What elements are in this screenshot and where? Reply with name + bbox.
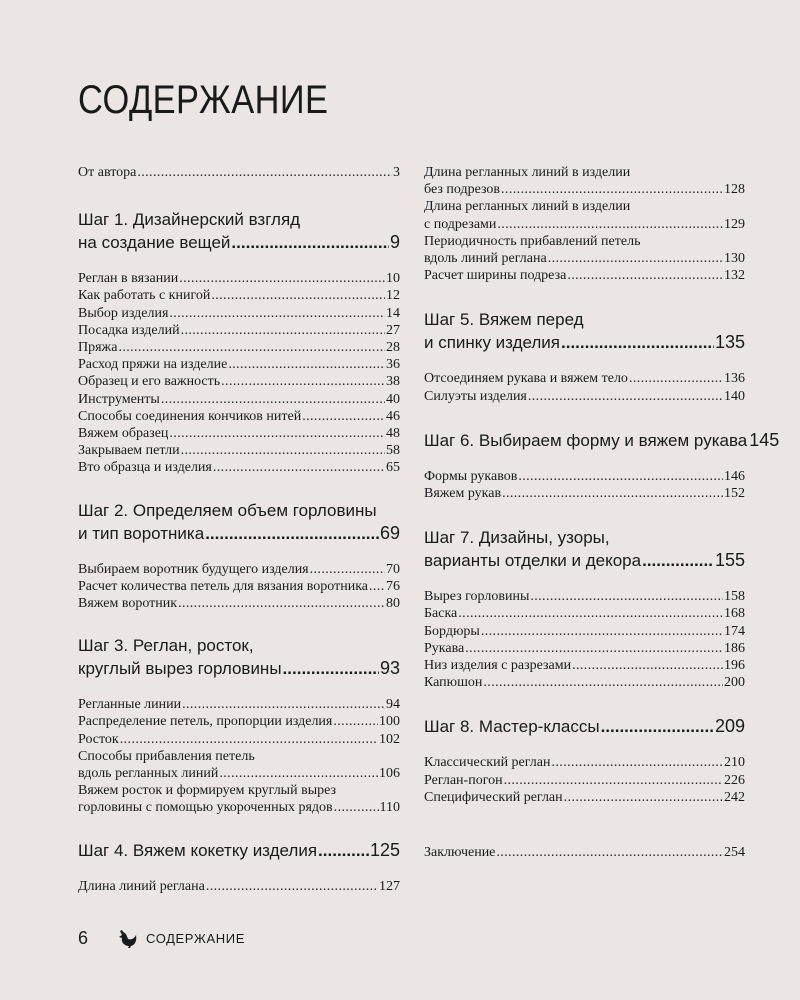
- chapter-title: Шаг 3. Реглан, росток,: [78, 636, 254, 656]
- chapter-page: 155: [714, 550, 745, 571]
- toc-entry[interactable]: [78, 561, 400, 578]
- toc-entry-page: 100: [379, 714, 400, 730]
- chapter-step-5[interactable]: [424, 308, 745, 354]
- toc-entry-page: 36: [386, 357, 400, 373]
- toc-right-column: [424, 164, 780, 861]
- toc-entry-page: 200: [724, 675, 745, 691]
- dot-leader: [302, 408, 385, 425]
- toc-entry-multiline[interactable]: [424, 198, 745, 232]
- chapter-title-cont: и тип воротника: [78, 523, 205, 543]
- chapter-page: 69: [379, 522, 400, 543]
- toc-entry-page: 130: [724, 251, 745, 267]
- toc-entry[interactable]: [424, 485, 745, 502]
- toc-entry-conclusion[interactable]: [424, 844, 745, 861]
- toc-entry-label: Периодичность прибавлений петель: [424, 233, 641, 249]
- dot-leader: [369, 578, 385, 595]
- chapter-title: Шаг 2. Определяем объем горловины: [78, 500, 377, 520]
- dot-leader: [334, 799, 379, 816]
- toc-entry-multiline[interactable]: [78, 748, 400, 782]
- toc-entry-label: Расход пряжи на изделие: [78, 357, 228, 373]
- toc-entry-label: Силуэты изделия: [424, 388, 527, 404]
- toc-entry[interactable]: [78, 878, 400, 895]
- dot-leader: [181, 322, 385, 339]
- toc-entry[interactable]: [78, 322, 400, 339]
- dot-leader: [504, 772, 723, 789]
- toc-entry-page: 186: [724, 640, 745, 656]
- dot-leader: [161, 391, 385, 408]
- toc-entry-label: Образец и его важность: [78, 374, 221, 390]
- dot-leader: [497, 216, 723, 233]
- toc-entry-label: Специфический реглан: [424, 789, 563, 805]
- toc-entry-label: Инструменты: [78, 391, 160, 407]
- chapter-page: 145: [749, 429, 780, 450]
- toc-entry-page: 132: [724, 268, 745, 284]
- footer-section-label: СОДЕРЖАНИЕ: [146, 931, 246, 946]
- toc-entry-page: 210: [724, 755, 745, 771]
- chapter-step-4-items: [78, 878, 400, 895]
- toc-entry[interactable]: [78, 164, 400, 181]
- dot-leader: [518, 468, 723, 485]
- toc-entry[interactable]: [424, 657, 745, 674]
- dot-leader: [642, 549, 714, 572]
- dot-leader: [231, 231, 389, 254]
- dot-leader: [219, 765, 378, 782]
- chapter-page: 9: [389, 232, 400, 253]
- toc-entry-page: 80: [386, 596, 400, 612]
- toc-entry[interactable]: [424, 388, 745, 405]
- toc-entry-label: Вяжем воротник: [78, 596, 178, 612]
- chapter-title: Шаг 6. Выбираем форму и вяжем рукава: [424, 430, 748, 450]
- chapter-title-cont: и спинку изделия: [424, 333, 561, 353]
- dot-leader: [502, 485, 723, 502]
- toc-entry[interactable]: [424, 605, 745, 622]
- dot-leader: [211, 287, 385, 304]
- page-title: СОДЕРЖАНИЕ: [78, 78, 329, 122]
- toc-entry-label: Вто образца и изделия: [78, 460, 212, 476]
- toc-entry-page: 168: [724, 606, 745, 622]
- chapter-title: Шаг 7. Дизайны, узоры,: [424, 528, 610, 548]
- dot-leader: [483, 674, 723, 691]
- chapter-step-5-items: [424, 370, 745, 404]
- dot-leader: [221, 373, 385, 390]
- dot-leader: [458, 605, 723, 622]
- dot-leader: [182, 696, 385, 713]
- dot-leader: [206, 878, 378, 895]
- toc-entry-page: 242: [724, 789, 745, 805]
- dot-leader: [601, 715, 714, 738]
- chapter-step-3-multiline-items: [78, 748, 400, 817]
- toc-entry[interactable]: [78, 459, 400, 476]
- dot-leader: [205, 522, 379, 545]
- toc-entry-label-cont: вдоль регланных линий: [78, 766, 219, 782]
- toc-entry-label: Посадка изделий: [78, 322, 180, 338]
- toc-entry[interactable]: [424, 754, 745, 771]
- toc-entry-page: 128: [724, 182, 745, 198]
- chapter-step-1[interactable]: [78, 208, 400, 254]
- toc-entry-label: Отсоединяем рукава и вяжем тело: [424, 371, 628, 387]
- dot-leader: [169, 305, 385, 322]
- toc-entry-label: Рукава: [424, 640, 465, 656]
- toc-entry-label: Баска: [424, 606, 458, 622]
- dot-leader: [181, 442, 385, 459]
- toc-entry[interactable]: [78, 595, 400, 612]
- toc-entry-label-cont: с подрезами: [424, 216, 497, 232]
- toc-entry-label: Вяжем росток и формируем круглый вырез: [78, 783, 337, 799]
- toc-entry-label-cont: без подрезов: [424, 182, 501, 198]
- toc-entry-multiline[interactable]: [78, 782, 400, 816]
- dot-leader: [179, 270, 385, 287]
- toc-entry-label: Расчет ширины подреза: [424, 268, 567, 284]
- dot-leader: [530, 588, 723, 605]
- toc-entry-label: Длина линий реглана: [78, 878, 205, 894]
- chapter-step-2-items: [78, 561, 400, 613]
- toc-entry-page: 65: [386, 460, 400, 476]
- chapter-page: 93: [379, 658, 400, 679]
- toc-entry[interactable]: [78, 442, 400, 459]
- toc-entry-page: 158: [724, 589, 745, 605]
- chapter-step-8[interactable]: [424, 715, 745, 738]
- dot-leader: [120, 731, 378, 748]
- chapter-page: 125: [369, 839, 400, 860]
- toc-entry-page: 38: [386, 374, 400, 390]
- toc-entry-multiline[interactable]: [424, 164, 745, 198]
- toc-entry-label: Бордюры: [424, 623, 480, 639]
- dot-leader: [564, 789, 723, 806]
- dot-leader: [137, 164, 392, 181]
- toc-entry[interactable]: [424, 588, 745, 605]
- chapter-title: Шаг 4. Вяжем кокетку изделия: [78, 840, 318, 860]
- toc-entry-page: 14: [386, 305, 400, 321]
- dot-leader: [548, 250, 723, 267]
- toc-entry[interactable]: [424, 623, 745, 640]
- toc-entry-page: 140: [724, 388, 745, 404]
- toc-entry[interactable]: [78, 425, 400, 442]
- toc-entry-label: Выбираем воротник будущего изделия: [78, 561, 309, 577]
- toc-entry[interactable]: [424, 789, 745, 806]
- hen-icon: [116, 929, 138, 949]
- dot-leader: [465, 640, 723, 657]
- toc-entry-page: 196: [724, 658, 745, 674]
- chapter-step-3[interactable]: [78, 634, 400, 680]
- toc-entry-label: Вяжем образец: [78, 426, 169, 442]
- toc-entry-label: Длина регланных линий в изделии: [424, 165, 631, 180]
- toc-entry[interactable]: [424, 370, 745, 387]
- dot-leader: [118, 339, 385, 356]
- toc-entry[interactable]: [78, 373, 400, 390]
- chapter-step-2[interactable]: [78, 499, 400, 545]
- dot-leader: [561, 331, 714, 354]
- chapter-title-cont: круглый вырез горловины: [78, 659, 282, 679]
- toc-entry[interactable]: [78, 578, 400, 595]
- chapter-title: Шаг 1. Дизайнерский взгляд: [78, 210, 301, 230]
- toc-entry[interactable]: [424, 267, 745, 284]
- toc-entry[interactable]: [78, 339, 400, 356]
- toc-entry-page: 70: [386, 561, 400, 577]
- toc-entry-label: Как работать с книгой: [78, 288, 211, 304]
- toc-entry-page: 106: [379, 766, 400, 782]
- chapter-page: 135: [714, 332, 745, 353]
- toc-entry[interactable]: [78, 356, 400, 373]
- toc-entry[interactable]: [78, 713, 400, 730]
- toc-entry-page: 136: [724, 371, 745, 387]
- chapter-step-7[interactable]: [424, 526, 745, 572]
- dot-leader: [528, 388, 723, 405]
- toc-entry-label: Распределение петель, пропорции изделия: [78, 714, 333, 730]
- toc-entry-page: 94: [386, 697, 400, 713]
- toc-entry[interactable]: [78, 391, 400, 408]
- toc-entry-page: 28: [386, 340, 400, 356]
- toc-entry-label-cont: горловины с помощью укороченных рядов: [78, 800, 333, 816]
- chapter-step-7-items: [424, 588, 745, 691]
- toc-entry-label: От автора: [78, 165, 137, 180]
- toc-entry-page: 129: [724, 216, 745, 232]
- toc-entry-page: 76: [386, 578, 400, 594]
- toc-entry[interactable]: [78, 270, 400, 287]
- toc-entry[interactable]: [424, 674, 745, 691]
- toc-entry-page: 127: [379, 878, 400, 894]
- dot-leader: [283, 657, 379, 680]
- chapter-step-4-continued: [424, 164, 745, 267]
- toc-entry[interactable]: [78, 305, 400, 322]
- toc-entry-label: Реглан-погон: [424, 772, 503, 788]
- toc-entry-page: 146: [724, 468, 745, 484]
- toc-entry[interactable]: [424, 640, 745, 657]
- toc-entry[interactable]: [78, 731, 400, 748]
- dot-leader: [178, 595, 385, 612]
- dot-leader: [310, 561, 385, 578]
- dot-leader: [481, 623, 723, 640]
- toc-entry-label: Способы прибавления петель: [78, 748, 255, 764]
- toc-entry-label: Длина регланных линий в изделии: [424, 199, 631, 215]
- chapter-step-8-items: [424, 754, 745, 806]
- chapter-step-6-items: [424, 468, 745, 502]
- chapter-title: Шаг 5. Вяжем перед: [424, 310, 584, 330]
- toc-entry-label: Регланные линии: [78, 697, 182, 713]
- dot-leader: [552, 754, 724, 771]
- toc-entry-label: Способы соединения кончиков нитей: [78, 408, 302, 424]
- toc-entry[interactable]: [78, 696, 400, 713]
- toc-entry-page: 46: [386, 408, 400, 424]
- toc-entry-label: Закрываем петли: [78, 443, 180, 459]
- toc-entry-page: 27: [386, 322, 400, 338]
- chapter-title: Шаг 8. Мастер-классы: [424, 717, 600, 737]
- toc-entry-label: Вырез горловины: [424, 589, 530, 605]
- chapter-step-6[interactable]: [424, 429, 780, 452]
- toc-entry-page: 10: [386, 271, 400, 287]
- toc-entry-page: 102: [379, 731, 400, 747]
- dot-leader: [169, 425, 385, 442]
- toc-entry-label: Вяжем рукав: [424, 486, 502, 502]
- toc-entry-multiline[interactable]: [424, 233, 745, 267]
- toc-entry-label: Классический реглан: [424, 755, 551, 771]
- chapter-step-1-items: [78, 270, 400, 476]
- toc-entry-label: Расчет количества петель для вязания воротника: [78, 578, 368, 594]
- toc-entry[interactable]: [78, 408, 400, 425]
- chapter-title-cont: на создание вещей: [78, 233, 231, 253]
- dot-leader: [318, 839, 369, 862]
- toc-entry-label: Заключение: [424, 845, 496, 861]
- toc-entry-page: 3: [393, 165, 400, 180]
- toc-entry-label: Формы рукавов: [424, 468, 518, 484]
- dot-leader: [572, 657, 723, 674]
- dot-leader: [629, 370, 723, 387]
- dot-leader: [333, 713, 378, 730]
- toc-entry-label: Росток: [78, 731, 119, 747]
- toc-entry[interactable]: [78, 287, 400, 304]
- toc-entry-page: 40: [386, 391, 400, 407]
- toc-entry-label: Выбор изделия: [78, 305, 169, 321]
- toc-entry-label: Пряжа: [78, 340, 118, 356]
- toc-entry[interactable]: [424, 772, 745, 789]
- toc-entry[interactable]: [424, 468, 745, 485]
- dot-leader: [228, 356, 385, 373]
- chapter-title-cont: варианты отделки и декора: [424, 551, 642, 571]
- toc-entry-page: 226: [724, 772, 745, 788]
- dot-leader: [501, 181, 723, 198]
- toc-entry-page: 152: [724, 486, 745, 502]
- chapter-step-4[interactable]: [78, 839, 400, 862]
- toc-entry-page: 12: [386, 288, 400, 304]
- dot-leader: [496, 844, 723, 861]
- toc-entry-page: 254: [724, 845, 745, 861]
- toc-entry-label: Реглан в вязании: [78, 271, 179, 287]
- toc-entry-label: Капюшон: [424, 675, 483, 691]
- page-footer: [78, 928, 245, 949]
- toc-entry-label-cont: вдоль линий реглана: [424, 251, 547, 267]
- toc-entry-page: 58: [386, 443, 400, 459]
- dot-leader: [567, 267, 723, 284]
- toc-entry-page: 110: [379, 800, 400, 816]
- toc-entry-label: Низ изделия с разрезами: [424, 658, 572, 674]
- page-number: 6: [78, 928, 89, 948]
- chapter-step-3-items: [78, 696, 400, 748]
- chapter-page: 209: [714, 716, 745, 737]
- toc-left-column: [78, 164, 400, 895]
- toc-entry-page: 174: [724, 623, 745, 639]
- toc-entry-page: 48: [386, 426, 400, 442]
- dot-leader: [213, 459, 385, 476]
